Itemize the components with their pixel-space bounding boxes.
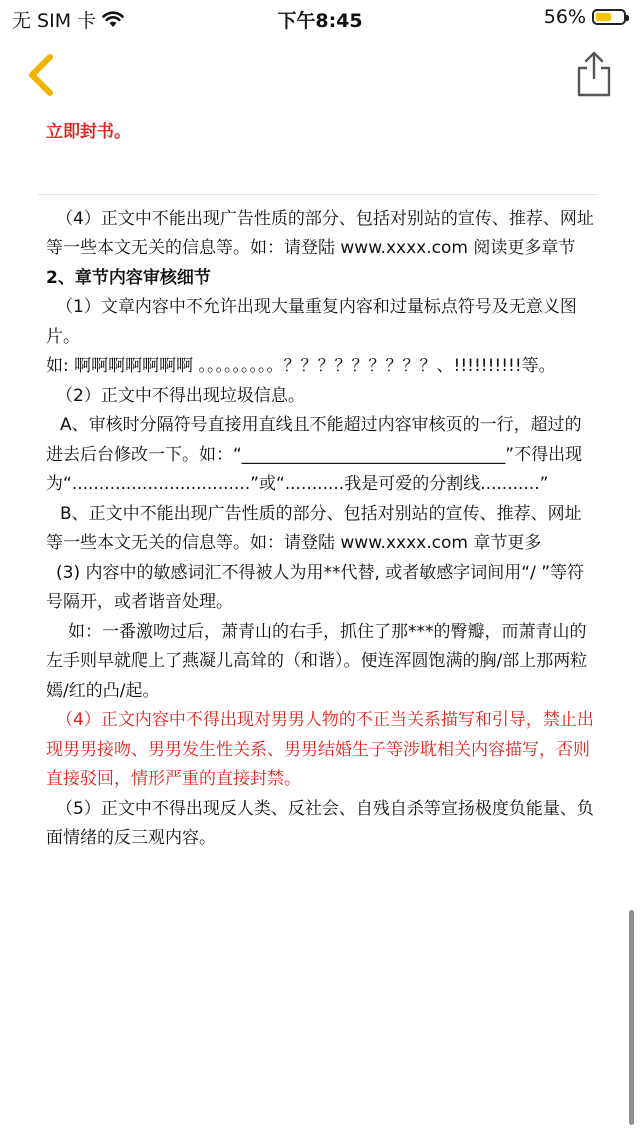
carrier-label: 无 SIM 卡 xyxy=(12,10,97,32)
battery-cap xyxy=(626,15,629,21)
text-ban-notice: 立即封书。 xyxy=(46,122,131,142)
scrollbar[interactable] xyxy=(629,910,634,1125)
battery-percent: 56% xyxy=(543,6,586,28)
back-button[interactable] xyxy=(20,52,64,98)
rule-4-bl-content: （4）正文内容中不得出现对男男人物的不正当关系描写和引导，禁止出现男男接吻、男男发生性关系、男男结婚生子等涉耽相关内容描写，否则直接驳回，情形严重的直接封禁。 xyxy=(46,710,594,789)
chevron-left-icon xyxy=(20,52,64,98)
nav-bar xyxy=(0,40,640,110)
rule-5-negative: （5）正文中不得出现反人类、反社会、自残自杀等宣扬极度负能量、负面情绪的反三观内容。 xyxy=(46,798,594,848)
rule-1-example: 如: 啊啊啊啊啊啊啊 。。。。。。。。。？？？？？？？？？、!!!!!!!!!!等。 xyxy=(46,356,556,376)
rule-2b-ads: B、正文中不能出现广告性质的部分、包括对别站的宣传、推荐、网址等一些本文无关的信息等。如：请登陆 www.xxxx.com 章节更多 xyxy=(46,503,582,553)
rule-3-sensitive: (3) 内容中的敏感词汇不得被人为用**代替, 或者敏感字词间用“/ ”等符号隔开，或者谐音处理。 xyxy=(46,562,585,612)
share-button[interactable] xyxy=(574,50,614,98)
page-divider xyxy=(38,194,598,195)
rule-1-repeat: （1）文章内容中不允许出现大量重复内容和过量标点符号及无意义图片。 xyxy=(46,297,577,347)
battery-icon xyxy=(592,9,626,25)
article-content xyxy=(46,118,594,854)
status-right xyxy=(544,6,626,28)
rule-4-ads: （4）正文中不能出现广告性质的部分、包括对别站的宣传、推荐、网址等一些本文无关的信息等。如：请登陆 www.xxxx.com 阅读更多章节 xyxy=(46,208,594,258)
section-heading-chapter-review: 2、章节内容审核细节 xyxy=(46,267,211,288)
status-bar xyxy=(0,0,640,36)
rule-3-example: 如：一番激吻过后，萧青山的右手，抓住了那***的臀瓣，而萧青山的左手则早就爬上了燕凝儿高耸的（和谐）。便连浑圆饱满的胸/部上那两粒嫣/红的凸/起。 xyxy=(46,621,588,701)
battery-fill xyxy=(596,13,611,21)
rule-2-spam: （2）正文中不得出现垃圾信息。 xyxy=(56,385,305,406)
rule-2a-separator: A、审核时分隔符号直接用直线且不能超过内容审核页的一行，超过的进去后台修改一下。如：“_______________________________”不得出现为“.................................”或“...........我是可爱的分割线...........” xyxy=(46,415,583,494)
status-time: 下午8:45 xyxy=(277,10,363,32)
share-icon xyxy=(574,50,614,98)
